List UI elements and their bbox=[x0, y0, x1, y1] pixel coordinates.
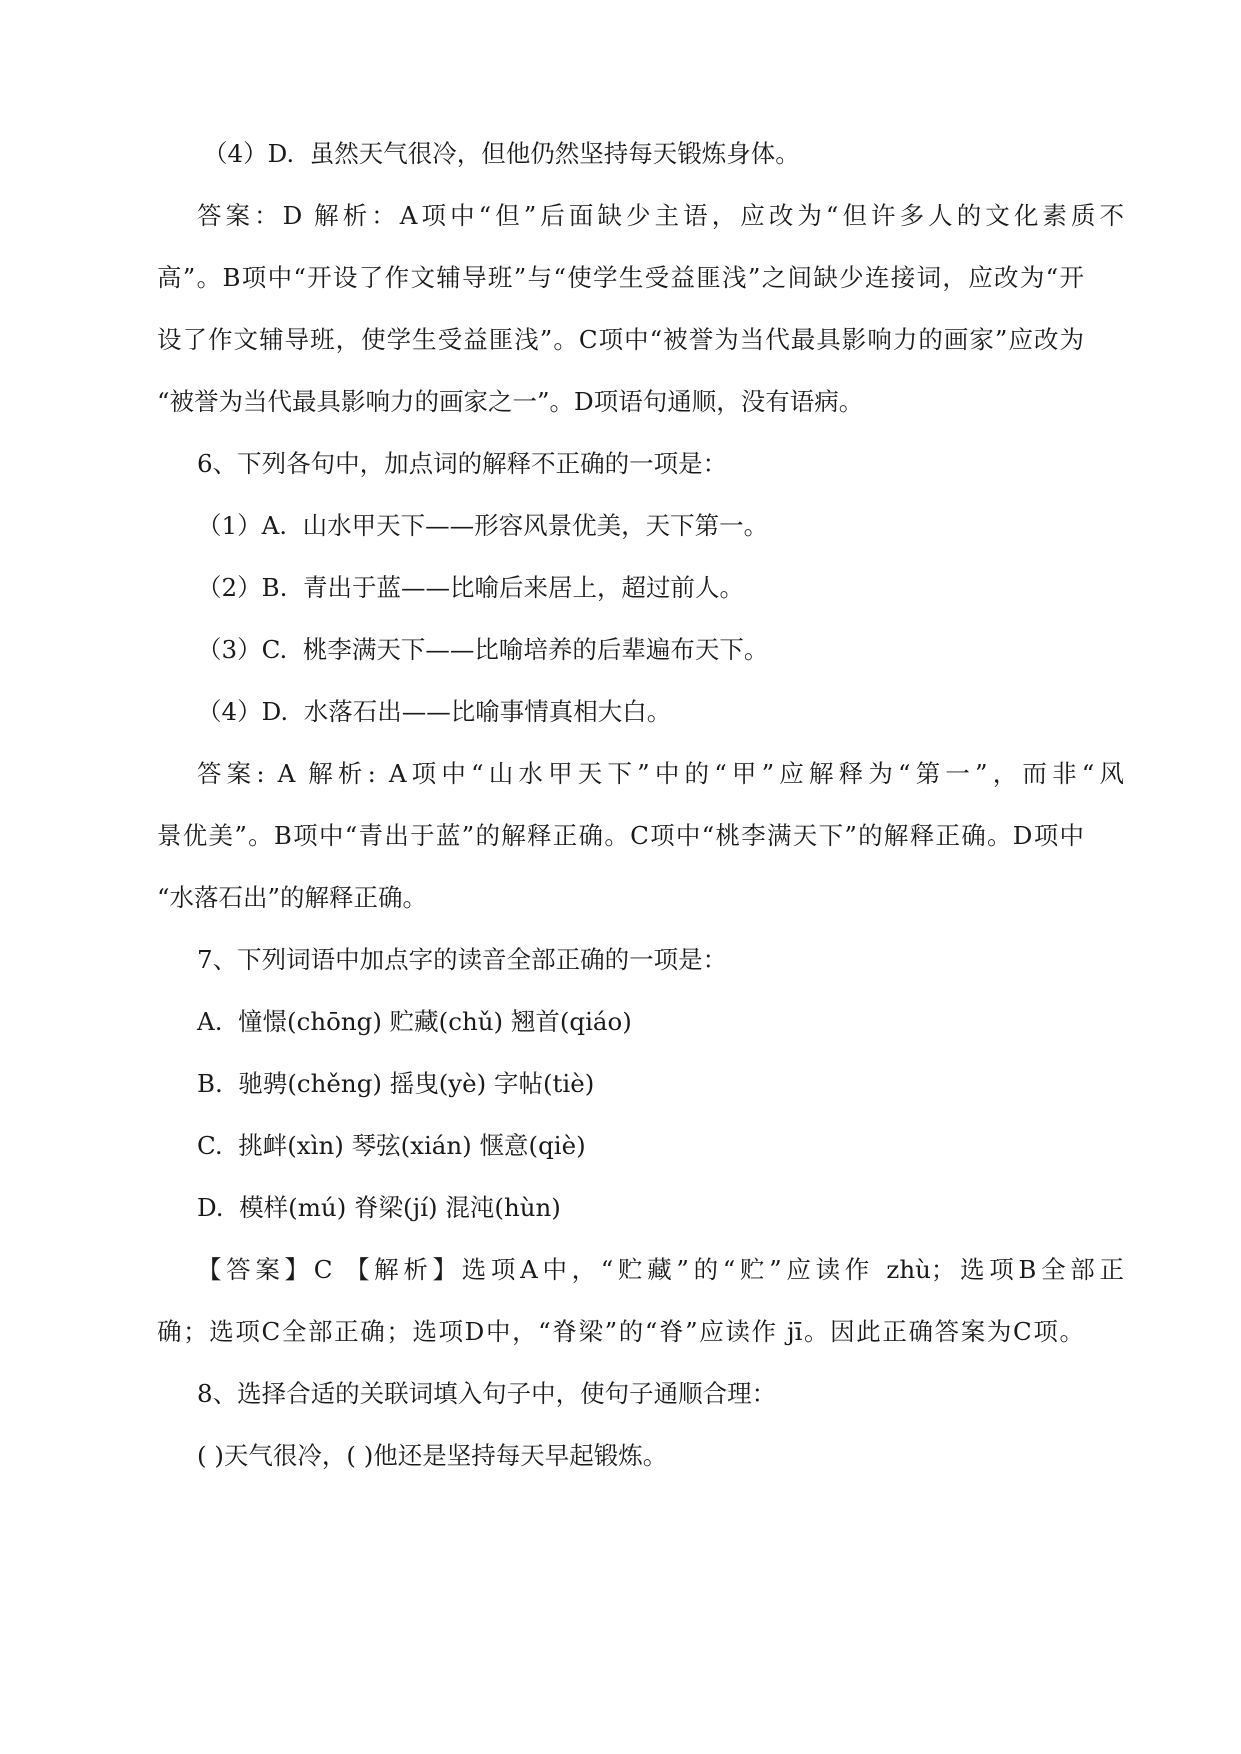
question-6-option-d: （4）D. 水落石出——比喻事情真相大白。 bbox=[197, 697, 672, 726]
question-6-option-b: （2）B. 青出于蓝——比喻后来居上，超过前人。 bbox=[197, 573, 744, 602]
question-7-title: 7、下列词语中加点字的读音全部正确的一项是： bbox=[197, 945, 728, 974]
question-8-title: 8、选择合适的关联词填入句子中，使句子通顺合理： bbox=[197, 1379, 777, 1408]
option-4d-line: （4）D. 虽然天气很冷，但他仍然坚持每天锻炼身体。 bbox=[203, 139, 800, 168]
answer-5-line-4: “被誉为当代最具影响力的画家之一”。D项语句通顺，没有语病。 bbox=[157, 387, 864, 416]
question-8-sentence: ( )天气很冷，( )他还是坚持每天早起锻炼。 bbox=[197, 1441, 668, 1470]
question-6-title: 6、下列各句中，加点词的解释不正确的一项是： bbox=[197, 449, 728, 478]
answer-7-line-1: 【答案】C 【解析】选项A中，“贮藏”的“贮”应读作 zhù；选项B全部正 bbox=[197, 1255, 1124, 1284]
question-7-option-d: D. 模样(mú) 脊梁(jí) 混沌(hùn) bbox=[197, 1193, 561, 1222]
question-7-option-c: C. 挑衅(xìn) 琴弦(xián) 惬意(qiè) bbox=[197, 1131, 586, 1160]
question-7-option-b: B. 驰骋(chěng) 摇曳(yè) 字帖(tiè) bbox=[197, 1069, 595, 1098]
answer-6-line-3: “水落石出”的解释正确。 bbox=[157, 883, 428, 912]
answer-7-line-2: 确；选项C全部正确；选项D中，“脊梁”的“脊”应读作 jī。因此正确答案为C项。 bbox=[157, 1317, 1084, 1346]
answer-5-line-1: 答案：D 解析：A项中“但”后面缺少主语，应改为“但许多人的文化素质不 bbox=[197, 201, 1124, 230]
answer-5-line-2: 高”。B项中“开设了作文辅导班”与“使学生受益匪浅”之间缺少连接词，应改为“开 bbox=[157, 263, 1084, 292]
answer-5-line-3: 设了作文辅导班，使学生受益匪浅”。C项中“被誉为当代最具影响力的画家”应改为 bbox=[157, 325, 1084, 354]
question-6-option-c: （3）C. 桃李满天下——比喻培养的后辈遍布天下。 bbox=[197, 635, 769, 664]
question-6-option-a: （1）A. 山水甲天下——形容风景优美，天下第一。 bbox=[197, 511, 769, 540]
question-7-option-a: A. 憧憬(chōng) 贮藏(chǔ) 翘首(qiáo) bbox=[197, 1007, 632, 1036]
answer-6-line-1: 答案: A 解析: A项中“山水甲天下”中的“甲”应解释为“第一”，而非“风 bbox=[197, 759, 1124, 788]
answer-6-line-2: 景优美”。B项中“青出于蓝”的解释正确。C项中“桃李满天下”的解释正确。D项中 bbox=[157, 821, 1084, 850]
